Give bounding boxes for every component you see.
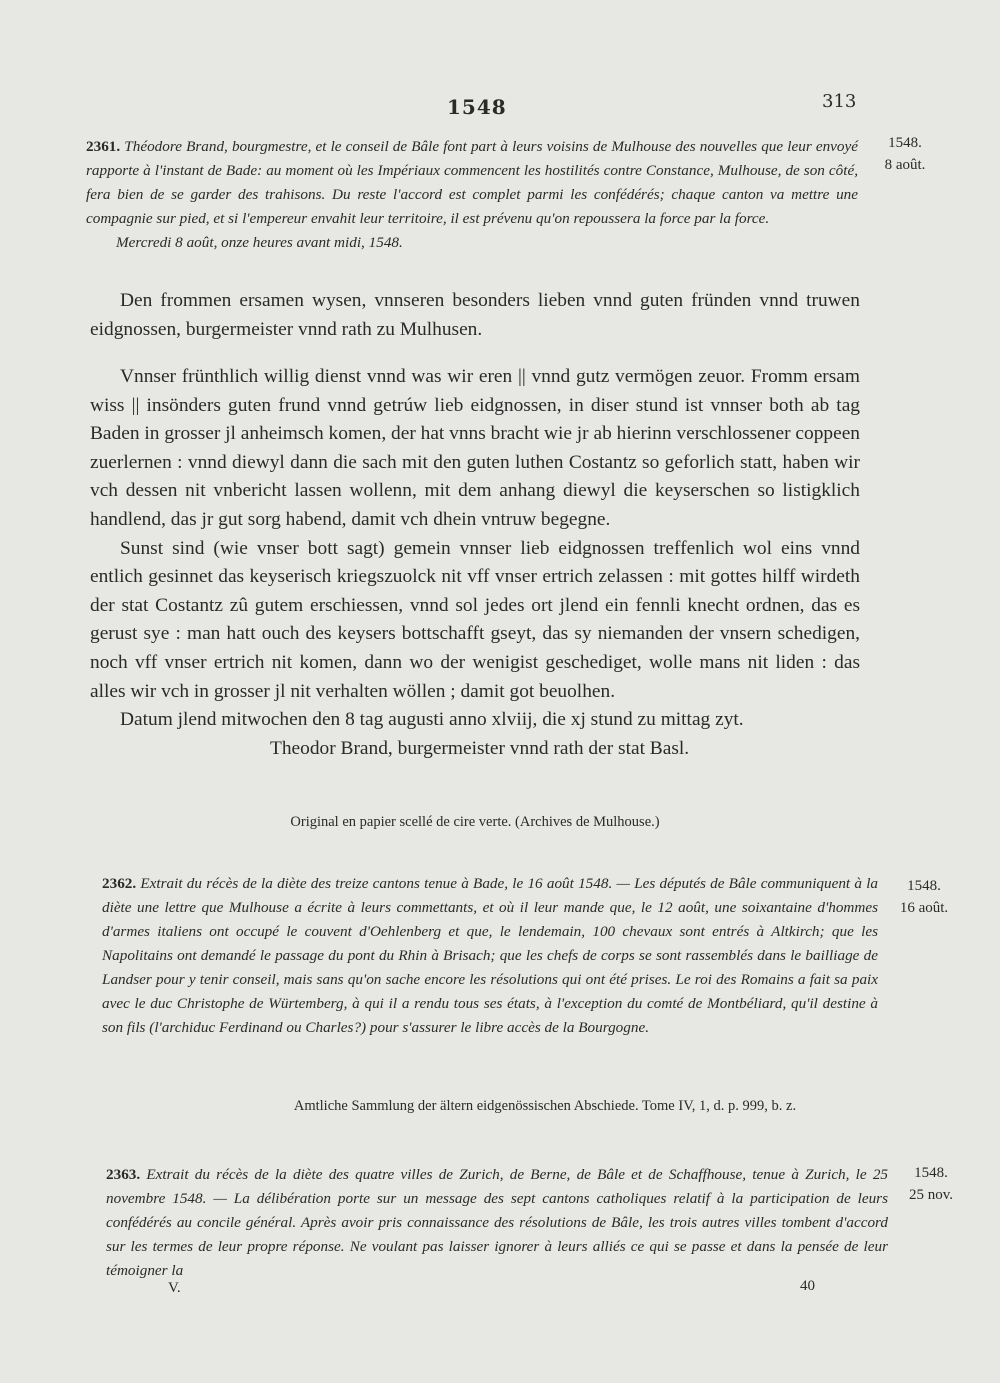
entry-2361 (86, 135, 858, 255)
letter-address: Den frommen ersamen wysen, vnnseren besonders lieben vnnd guten fründen vnnd truwen eidgnossen, burgermeister vnnd rath zu Mulhusen. (90, 290, 860, 340)
entry-summary-text: Extrait du récès de la diète des treize cantons tenue à Bade, le 16 août 1548. — Les députés de Bâle communiquent à la diète une lettre que Mulhouse a écrite à leurs commettants, et où il leur mande que, le 12 août, une soixantaine d'hommes d'armes italiens ont occupé le couvent d'Oehlenberg et que, le lendemain, 100 chevaux sont entrés à Altkirch; que les Napolitains ont demandé le passage du pont du Rhin à Brisach; que les chefs de corps se sont rassemblés dans le bailliage de Landser pour y tenir conseil, mais sans qu'on sache encore les résolutions qui ont été prises. Le roi des Romains a fait sa paix avec le duc Christophe de Würtemberg, à qui il a rendu tous ses états, à l'exception du comté de Montbéliard, qu'il destine à son fils (l'archiduc Ferdinand ou Charles?) pour s'assurer le libre accès de la Bourgogne. (102, 875, 879, 1036)
footer-signature-mark: 40 (800, 1278, 815, 1294)
margin-year: 1548. (914, 1165, 948, 1181)
running-head-year: 1548 (447, 95, 507, 119)
entry-number: 2362. (102, 875, 137, 892)
entry-2363 (106, 1163, 888, 1283)
margin-note-2363 (898, 1162, 964, 1206)
letter-paragraph: Vnnser frünthlich willig dienst vnnd was wir eren || vnnd gutz vermögen zeuor. Fromm ersam wiss || insönders guten frund vnnd getrúw lieb eidgnossen, in diser stund ist vnnser both ab tag Baden in grosser jl anheimsch komen, der hat vnns bracht wie jr ab hierinn verschlossener coppeen zuerlernen : vnnd diewyl dann die sach mit den guten luthen Costantz so geforlich statt, haben wir vch dessen nit vnbericht lassen wollenn, mit dem anhang diewyl die keyserschen so listigklich handlend, das jr gut sorg habend, damit vch dhein vntruw begegne. (90, 366, 861, 530)
margin-date: 8 août. (884, 157, 926, 173)
margin-year: 1548. (888, 135, 922, 151)
letter (90, 287, 860, 344)
entry-number: 2361. (86, 138, 121, 155)
entry-summary-text: Extrait du récès de la diète des quatre villes de Zurich, de Berne, de Bâle et de Schaffhouse, tenue à Zurich, le 25 novembre 1548. — La délibération porte sur un message des sept cantons catholiques relatif à la participation de leurs confédérés au concile général. Après avoir pris connaissance des résolutions de Bâle, les trois autres villes tombent d'accord sur les termes de leur propre réponse. Ne voulant pas laisser ignorer à leurs alliés ce qui se passe et dans la pensée de leur témoigner la (106, 1166, 889, 1279)
letter-signature: Theodor Brand, burgermeister vnnd rath der stat Basl. (270, 737, 690, 759)
entry-number: 2363. (106, 1166, 141, 1183)
entry-date-line: Mercredi 8 août, onze heures avant midi, 1548. (116, 234, 403, 251)
entry-2362 (102, 872, 878, 1040)
margin-note-2361 (868, 132, 942, 176)
entry-summary (106, 1163, 888, 1283)
page-number: 313 (822, 91, 857, 112)
letter-paragraph: Sunst sind (wie vnser bott sagt) gemein vnnser lieb eidgnossen treffenlich wol eins vnnd entlich gesinnet das keyserisch kriegszuolck nit vff vnser ertrich zelassen : mit gottes hilff wirdeth der stat Costantz zû gutem erschiessen, vnnd sol jedes ort jlend ein fennli knecht ordnen, das es gerust sye : man hatt ouch des keysers bottschafft gseyt, das sy niemanden der vnsern schedigen, noch vff vnser ertrich nit komen, dann wo der wenigist geschediget, wolle mans nit liden : das alles wir vch in grosser jl nit verhalten wöllen ; damit got beuolhen. (90, 537, 860, 702)
entry-source-note: Amtliche Sammlung der ältern eidgenössischen Abschiede. Tome IV, 1, d. p. 999, b. z. (293, 1098, 797, 1114)
footer-volume: V. (168, 1280, 181, 1296)
margin-year: 1548. (907, 878, 941, 894)
margin-note-2362 (888, 875, 960, 919)
letter-dating: Datum jlend mitwochen den 8 tag augusti anno xlviij, die xj stund zu mittag zyt. (120, 709, 744, 731)
margin-date: 16 août. (899, 900, 949, 916)
letter-body (90, 363, 860, 763)
entry-summary (86, 135, 858, 255)
letter-source-note: Original en papier scellé de cire verte. (Archives de Mulhouse.) (290, 814, 660, 830)
entry-summary-text: Théodore Brand, bourgmestre, et le conseil de Bâle font part à leurs voisins de Mulhouse des nouvelles que leur envoyé rapporte à l'instant de Bade: au moment où les Impériaux commencent les hostilités contre Constance, Mulhouse, de son côté, fera bien de se garder des trahisons. Du reste l'accord est complet parmi les confédérés; chaque canton va mettre une compagnie sur pied, et si l'empereur envahit leur territoire, il est prévenu qu'on repoussera la force par la force. (86, 138, 858, 227)
entry-summary (102, 872, 878, 1040)
margin-date: 25 nov. (908, 1187, 954, 1203)
